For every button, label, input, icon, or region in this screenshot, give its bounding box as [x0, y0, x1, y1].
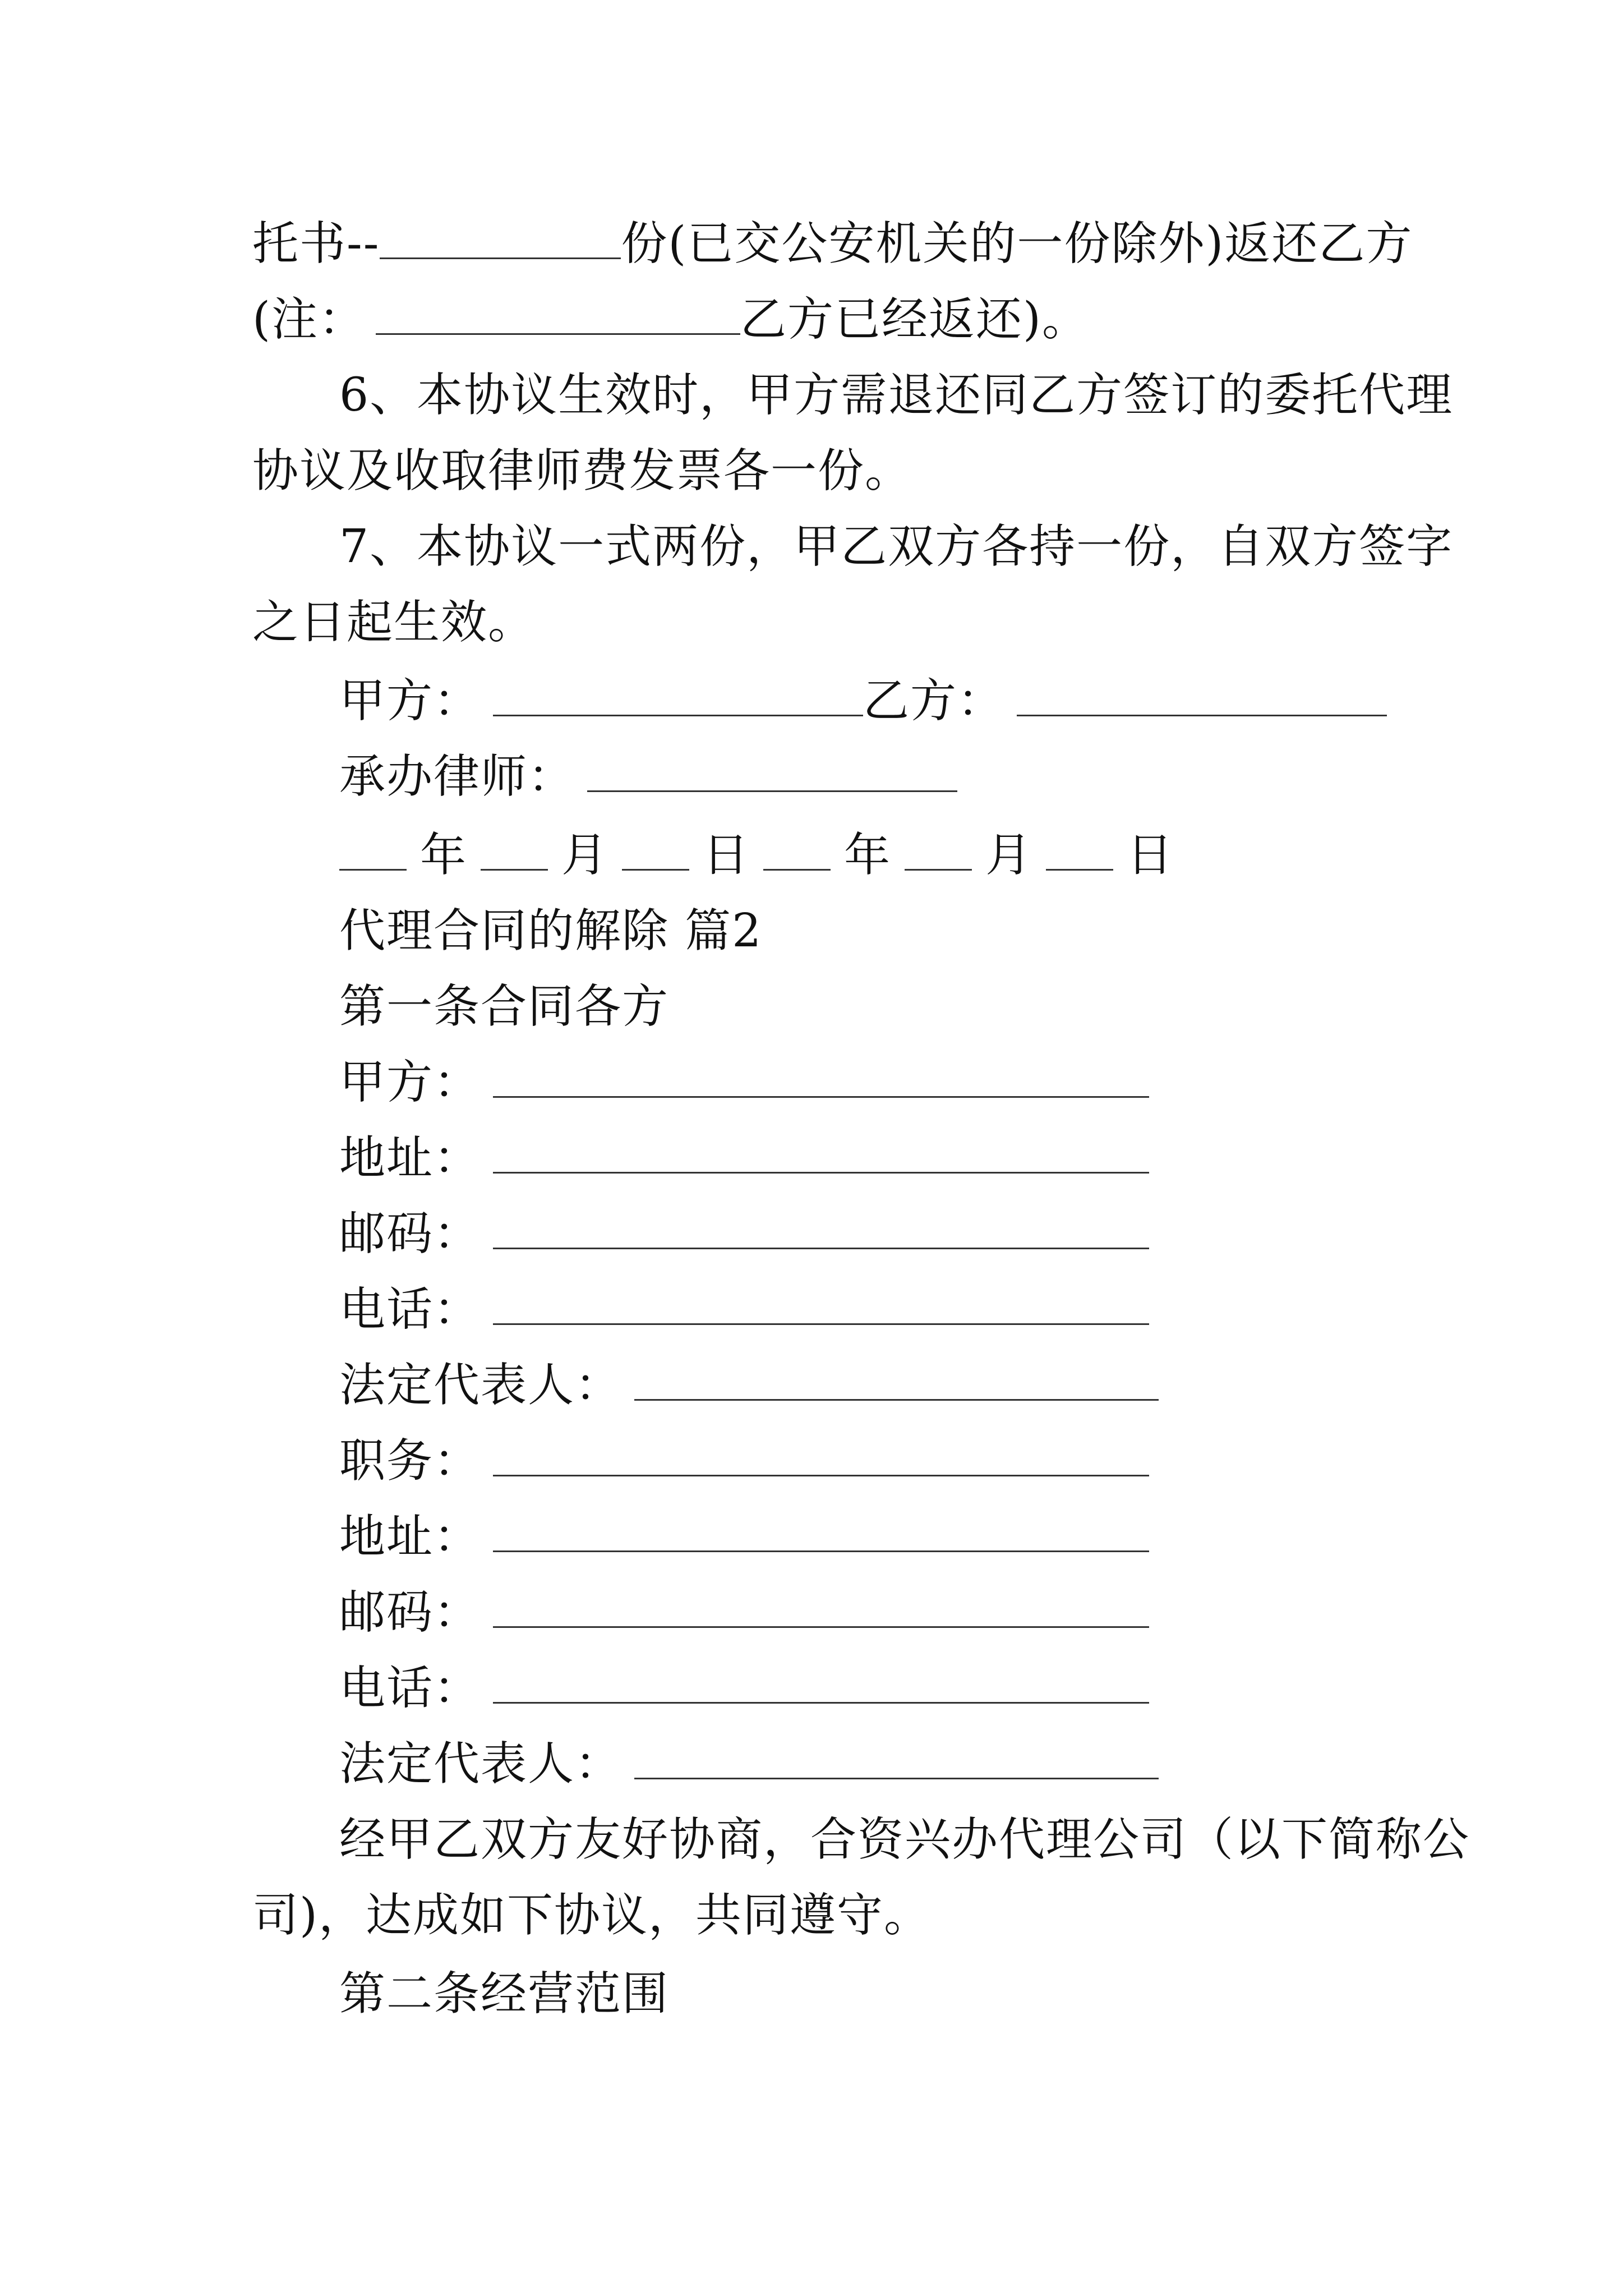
field-blank[interactable] — [493, 1206, 1149, 1249]
clause-7-line-1: 7、本协议一式两份，甲乙双方各持一份，自双方签字 — [339, 520, 1454, 573]
field-title — [339, 1433, 1149, 1489]
field-label: 甲方： — [339, 1056, 481, 1109]
field-blank[interactable] — [493, 1130, 1149, 1174]
fill-blank[interactable] — [376, 292, 740, 335]
fill-blank[interactable] — [380, 216, 621, 259]
date-blank[interactable] — [763, 827, 831, 871]
field-blank[interactable] — [493, 1509, 1149, 1552]
field-label: 邮码： — [339, 1586, 481, 1639]
field-phone — [339, 1660, 1149, 1717]
field-blank[interactable] — [634, 1736, 1159, 1779]
party-a-label: 甲方： — [339, 674, 481, 728]
lawyer-label: 承办律师： — [339, 750, 575, 803]
party-a-blank[interactable] — [493, 673, 863, 716]
agreement-paragraph-line-2: 司)，达成如下协议，共同遵守。 — [252, 1889, 931, 1942]
field-label: 地址： — [339, 1510, 481, 1563]
article-1-heading: 第一条合同各方 — [339, 980, 670, 1033]
field-label: 地址： — [339, 1131, 481, 1185]
paragraph-line — [252, 216, 1413, 272]
agreement-paragraph-line-1: 经甲乙双方友好协商，合资兴办代理公司（以下简称公 — [339, 1813, 1470, 1866]
field-blank[interactable] — [493, 1055, 1149, 1098]
signature-lawyer — [339, 749, 957, 805]
text-fragment: 托书-- — [252, 217, 380, 270]
text-fragment: 份(已交公安机关的一份除外)返还乙方 — [621, 217, 1413, 270]
field-blank[interactable] — [493, 1282, 1149, 1325]
date-blank[interactable] — [905, 827, 972, 871]
field-blank[interactable] — [493, 1660, 1149, 1704]
party-b-blank[interactable] — [1017, 673, 1387, 716]
field-legal-rep — [339, 1736, 1159, 1792]
text-fragment: 乙方已经返还)。 — [740, 293, 1089, 346]
field-label: 电话： — [339, 1662, 481, 1715]
month-label: 月 — [561, 829, 609, 882]
field-address — [339, 1130, 1149, 1186]
field-blank[interactable] — [634, 1358, 1159, 1401]
field-address — [339, 1509, 1149, 1565]
field-postcode — [339, 1206, 1149, 1262]
field-label: 职务： — [339, 1434, 481, 1488]
clause-6-line-2: 协议及收取律师费发票各一份。 — [252, 444, 912, 498]
day-label: 日 — [1127, 829, 1174, 882]
field-legal-rep — [339, 1358, 1159, 1414]
date-blank[interactable] — [1046, 827, 1113, 871]
field-blank[interactable] — [493, 1433, 1149, 1476]
date-blank[interactable] — [481, 827, 548, 871]
clause-7-line-2: 之日起生效。 — [252, 596, 536, 649]
field-phone — [339, 1282, 1149, 1338]
field-label: 电话： — [339, 1283, 481, 1336]
section-heading: 代理合同的解除 篇2 — [339, 904, 763, 958]
date-blank[interactable] — [339, 827, 407, 871]
article-2-heading: 第二条经营范围 — [339, 1967, 670, 2021]
field-label: 法定代表人： — [339, 1737, 623, 1791]
signature-dates — [339, 827, 1174, 884]
signature-parties — [339, 673, 1387, 729]
year-label: 年 — [844, 829, 892, 882]
field-label: 法定代表人： — [339, 1359, 623, 1412]
party-b-label: 乙方： — [863, 674, 1005, 728]
paragraph-line — [252, 292, 1089, 348]
field-blank[interactable] — [493, 1585, 1149, 1628]
month-label: 月 — [985, 829, 1033, 882]
field-label: 邮码： — [339, 1207, 481, 1260]
field-postcode — [339, 1585, 1149, 1641]
field-party-a — [339, 1055, 1149, 1111]
year-label: 年 — [420, 829, 468, 882]
clause-6-line-1: 6、本协议生效时，甲方需退还同乙方签订的委托代理 — [339, 369, 1454, 422]
text-fragment: (注： — [252, 293, 366, 346]
date-blank[interactable] — [622, 827, 689, 871]
day-label: 日 — [703, 829, 750, 882]
lawyer-blank[interactable] — [587, 749, 957, 792]
